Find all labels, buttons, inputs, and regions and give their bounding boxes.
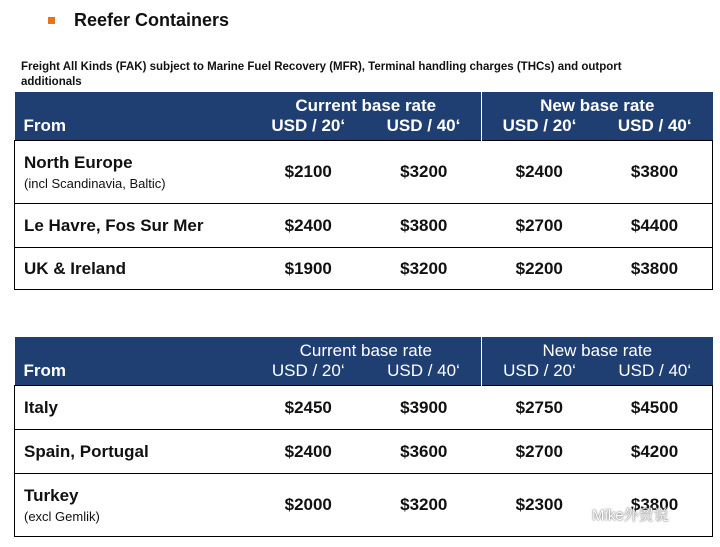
current-rate-20: $2100 <box>251 141 367 204</box>
table-row <box>15 386 713 430</box>
current-rate-header: Current base rate <box>295 96 437 115</box>
table-row <box>15 141 713 204</box>
origin-cell <box>15 386 251 430</box>
table-row <box>15 430 713 474</box>
current-usd40-header: USD / 40‘ <box>387 361 460 380</box>
origin-name: Italy <box>24 397 59 417</box>
origin-cell <box>15 248 251 290</box>
new-rate-40: $4400 <box>597 204 713 248</box>
new-rate-header: New base rate <box>482 92 713 116</box>
from-header: From <box>23 116 66 135</box>
new-rate-20: $2750 <box>482 386 598 430</box>
current-rate-20: $2400 <box>251 204 367 248</box>
current-rate-20: $2000 <box>251 474 367 537</box>
current-rate-40: $3200 <box>366 474 482 537</box>
current-rate-40: $3600 <box>366 430 482 474</box>
new-usd20-header: USD / 20‘ <box>482 361 598 386</box>
current-usd20-header: USD / 20‘ <box>271 361 345 380</box>
current-rate-40: $3800 <box>366 204 482 248</box>
current-usd20-header: USD / 20‘ <box>271 116 346 135</box>
watermark-text: Mike外贸说 <box>592 507 669 524</box>
table-row <box>15 204 713 248</box>
origin-cell <box>15 204 251 248</box>
new-usd20-header: USD / 20‘ <box>482 116 598 141</box>
new-rate-40: $3800 <box>597 141 713 204</box>
current-rate-20: $2400 <box>251 430 367 474</box>
origin-note: (incl Scandinavia, Baltic) <box>24 176 166 191</box>
current-rate-40: $3900 <box>366 386 482 430</box>
current-rate-header: Current base rate <box>299 341 432 360</box>
new-rate-40: $4500 <box>597 386 713 430</box>
origin-cell <box>15 430 251 474</box>
new-rate-40: $3800 <box>597 474 713 537</box>
origin-note: (excl Gemlik) <box>24 509 100 524</box>
bullet-icon <box>48 17 55 24</box>
new-rate-40: $4200 <box>597 430 713 474</box>
from-header: From <box>23 361 66 380</box>
rates-table-1 <box>14 92 713 290</box>
new-rate-20: $2200 <box>482 248 598 290</box>
current-rate-40: $3200 <box>366 141 482 204</box>
new-usd40-header: USD / 40‘ <box>617 116 692 135</box>
origin-name: Le Havre, Fos Sur Mer <box>24 215 204 235</box>
new-rate-20: $2400 <box>482 141 598 204</box>
page-title: Reefer Containers <box>74 10 230 30</box>
origin-name: Turkey <box>24 486 79 505</box>
new-rate-20: $2700 <box>482 204 598 248</box>
new-rate-40: $3800 <box>597 248 713 290</box>
origin-name: UK & Ireland <box>24 258 127 278</box>
table-row <box>15 248 713 290</box>
wechat-icon <box>566 506 588 524</box>
origin-name: North Europe <box>24 153 133 172</box>
current-rate-20: $1900 <box>251 248 367 290</box>
current-rate-20: $2450 <box>251 386 367 430</box>
origin-cell <box>15 141 251 204</box>
current-usd40-header: USD / 40‘ <box>386 116 461 135</box>
new-usd40-header: USD / 40‘ <box>618 361 692 380</box>
origin-name: Spain, Portugal <box>24 441 149 461</box>
new-rate-header: New base rate <box>482 337 713 361</box>
rate-note: Freight All Kinds (FAK) subject to Marine Fuel Recovery (MFR), Terminal handling charges (THCs) and outport additionals <box>21 61 622 88</box>
current-rate-40: $3200 <box>366 248 482 290</box>
new-rate-20: $2300 <box>482 474 598 537</box>
new-rate-20: $2700 <box>482 430 598 474</box>
origin-cell <box>15 474 251 537</box>
section-title-row <box>48 10 229 31</box>
watermark <box>566 504 669 525</box>
